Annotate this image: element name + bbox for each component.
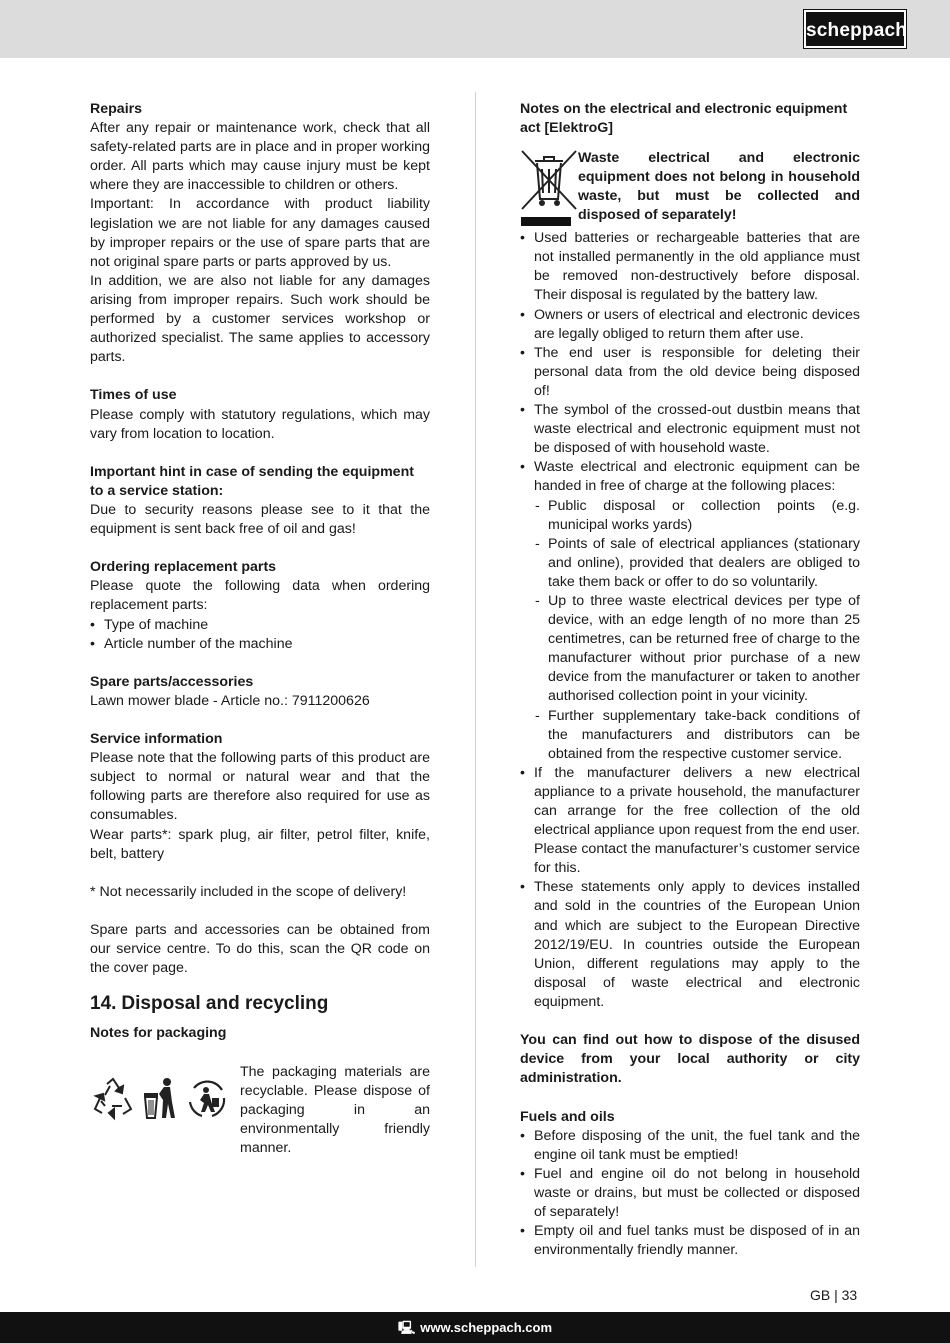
column-divider bbox=[475, 92, 476, 1267]
collection-points-list bbox=[534, 497, 860, 764]
footer-bar bbox=[0, 1312, 950, 1343]
footer-url[interactable]: www.scheppach.com bbox=[420, 1320, 553, 1335]
list-item: • Before disposing of the unit, the fuel tank and the engine oil tank must be emptied! bbox=[520, 1127, 860, 1165]
fuels-list bbox=[520, 1127, 860, 1261]
times-heading: Times of use bbox=[90, 387, 177, 404]
section-title bbox=[90, 992, 430, 1016]
elektrog-heading: Notes on the electrical and electronic equipment act [ElektroG] bbox=[520, 101, 848, 137]
list-item: • The end user is responsible for deleting their personal data from the old device being disposed of! bbox=[520, 344, 860, 401]
repairs-heading: Repairs bbox=[90, 101, 143, 117]
bin-disposal-icon bbox=[142, 1076, 178, 1122]
crossed-out-bin-icon bbox=[520, 149, 578, 229]
repairs-paragraph-1: After any repair or maintenance work, check that all safety-related parts are in place and in proper working order. All parts which may cause injury must be kept where they are inaccessible to children or others. bbox=[90, 120, 430, 194]
list-item bbox=[520, 458, 860, 764]
spare-heading: Spare parts/accessories bbox=[90, 673, 254, 690]
list-item: • If the manufacturer delivers a new electrical appliance to a private household, the manufacturer can arrange for the free collection of the old electrical appliance upon request from the end user. Please contact the manufacturer’s customer service for this. bbox=[520, 764, 860, 879]
page-number: GB | 33 bbox=[810, 1287, 858, 1303]
packaging-heading: Notes for packaging bbox=[90, 1025, 227, 1042]
hint-paragraph: Due to security reasons please see to it that the equipment is sent back free of oil and gas! bbox=[90, 501, 430, 538]
list-item: • Used batteries or rechargeable batteries that are not installed permanently in the old appliance must be removed non-destructively before disposal. Their disposal is regulated by the battery law. bbox=[520, 229, 860, 305]
list-item: - Public disposal or collection points (e.g. municipal works yards) bbox=[534, 497, 860, 535]
hint-heading: Important hint in case of sending the equipment to a service station: bbox=[90, 463, 414, 499]
repairs-paragraph-2: Important: In accordance with product liability legislation we are not liable for any damages caused by improper repairs or the use of spare parts that are not original spare parts or parts approved by us. bbox=[90, 196, 430, 270]
service-heading: Service information bbox=[90, 731, 223, 748]
computer-icon: 🖳︎ bbox=[397, 1320, 416, 1335]
times-paragraph: Please comply with statutory regulations, which may vary from location to location. bbox=[90, 406, 430, 442]
fuels-heading: Fuels and oils bbox=[520, 1108, 615, 1125]
repairs-paragraph-3: In addition, we are also not liable for any damages arising from improper repairs. Such work should be performed by a customer services workshop or authorized specialist. The same applies to accessory parts. bbox=[90, 272, 430, 366]
spare-paragraph: Lawn mower blade - Article no.: 7911200626 bbox=[90, 692, 370, 709]
ordering-paragraph: Please quote the following data when ordering replacement parts: bbox=[90, 578, 430, 614]
weee-warning: Waste electrical and electronic equipment does not belong in household waste, but must be collected and disposed of separately! bbox=[578, 150, 860, 224]
list-item: • Type of machine bbox=[90, 616, 430, 635]
list-item: • The symbol of the crossed-out dustbin means that waste electrical and electronic equipment must not be disposed of with household waste. bbox=[520, 401, 860, 458]
weee-block bbox=[520, 149, 860, 229]
elektrog-list bbox=[520, 229, 860, 1012]
ordering-heading: Ordering replacement parts bbox=[90, 559, 277, 576]
disposal-note: You can find out how to dispose of the disused device from your local authority or city administration. bbox=[520, 1032, 860, 1087]
brand-logo: scheppach bbox=[804, 10, 906, 48]
right-column bbox=[520, 100, 860, 1260]
left-column bbox=[90, 100, 430, 1158]
list-item: • Owners or users of electrical and electronic devices are legally obliged to return them after use. bbox=[520, 306, 860, 344]
service-paragraph-2: Wear parts*: spark plug, air filter, petrol filter, knife, belt, battery bbox=[90, 826, 430, 862]
section-name: Disposal and recycling bbox=[121, 993, 329, 1015]
section-number: 14. bbox=[90, 993, 117, 1015]
service-paragraph-4: Spare parts and accessories can be obtained from our service centre. To do this, scan the QR code on the cover page. bbox=[90, 922, 430, 977]
list-item: - Points of sale of electrical appliances (stationary and online), provided that dealers are obliged to take them back or offer to do so voluntarily. bbox=[534, 535, 860, 592]
recycle-icon bbox=[90, 1076, 136, 1122]
service-footnote: * Not necessarily included in the scope of delivery! bbox=[90, 883, 407, 900]
packaging-block bbox=[90, 1063, 430, 1158]
header-bar bbox=[0, 0, 950, 58]
list-item: - Further supplementary take-back conditions of the manufacturers and distributors can be obtained from the respective customer service. bbox=[534, 707, 860, 764]
service-paragraph-1: Please note that the following parts of this product are subject to normal or natural wear and that the following parts are therefore also required for use as consumables. bbox=[90, 750, 430, 824]
list-item: • Empty oil and fuel tanks must be disposed of in an environmentally friendly manner. bbox=[520, 1222, 860, 1260]
list-item: • Fuel and engine oil do not belong in household waste or drains, but must be collected or disposed of separately! bbox=[520, 1165, 860, 1222]
list-item: - Up to three waste electrical devices per type of device, with an edge length of no more than 25 centimetres, can be returned free of charge to the manufacturer without prior purchase of a new device from the manufacturer or taken to another authorised collection point in your vicinity. bbox=[534, 592, 860, 707]
ordering-list bbox=[90, 616, 430, 654]
list-item: • Article number of the machine bbox=[90, 635, 430, 654]
packaging-text: The packaging materials are recyclable. Please dispose of packaging in an environmentally friendly manner. bbox=[240, 1063, 430, 1156]
list-item-text: Waste electrical and electronic equipment can be handed in free of charge at the following places: bbox=[534, 459, 860, 495]
tidyman-recycle-icon bbox=[184, 1076, 230, 1122]
list-item: • These statements only apply to devices installed and sold in the countries of the European Union and which are subject to the European Directive 2012/19/EU. In countries outside the European Union, different regulations may apply to the disposal of waste electrical and electronic equipment. bbox=[520, 878, 860, 1012]
packaging-icons bbox=[90, 1063, 240, 1129]
